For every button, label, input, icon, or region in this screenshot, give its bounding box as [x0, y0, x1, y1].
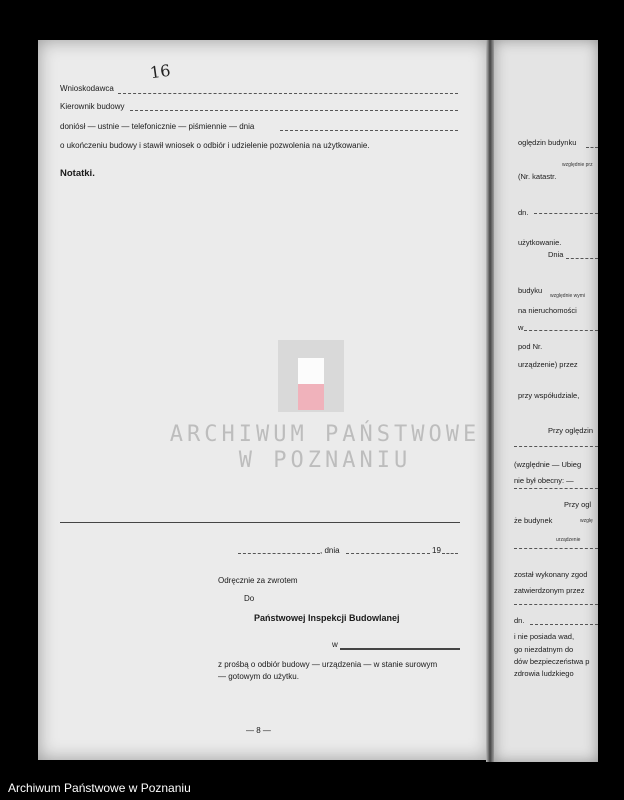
year-line: [442, 553, 458, 554]
watermark-line-2: W POZNANIU: [238, 448, 412, 473]
request-line-2: — gotowym do użytku.: [218, 672, 299, 681]
right-text-14: nie był obecny: —: [514, 476, 574, 485]
right-text-2: (Nr. katastr.: [518, 172, 557, 181]
right-text-21: i nie posiada wad,: [514, 632, 575, 641]
right-line-17: [514, 548, 598, 549]
right-line-20: [530, 624, 598, 625]
right-text-24: zdrowia ludzkiego: [514, 669, 574, 678]
right-text-18: został wykonany zgod: [514, 570, 588, 579]
right-text-6: budyku: [518, 286, 543, 295]
right-text-5: Dnia: [548, 250, 564, 259]
in-label: w: [332, 640, 338, 649]
right-text-16: że budynek: [514, 516, 553, 525]
place-line: [238, 553, 320, 554]
site-manager-line: [130, 110, 458, 111]
date-label: , dnia: [320, 546, 340, 555]
address-line: [340, 648, 460, 650]
right-small-6: względnie wymi: [550, 293, 586, 299]
applicant-line: [118, 93, 458, 94]
right-text-8: w: [518, 323, 524, 332]
to-label: Do: [244, 594, 255, 603]
right-line-1: [586, 147, 598, 148]
right-line-3: [534, 213, 598, 214]
separator-line: [60, 522, 460, 523]
page-fold: [486, 40, 494, 762]
right-line-14: [514, 488, 598, 489]
applicant-label: Wnioskodawca: [60, 84, 114, 93]
right-small-1: względnie prz: [562, 162, 593, 168]
right-small-16: wzglę: [580, 518, 593, 524]
right-text-7: na nieruchomości: [518, 306, 577, 315]
right-text-20: dn.: [514, 616, 525, 625]
right-text-1: oględzin budynku: [518, 138, 577, 147]
date-line: [346, 553, 430, 554]
year-label: 19: [432, 546, 441, 555]
right-text-13: (względnie — Ubieg: [514, 460, 582, 469]
right-text-15: Przy ogl: [564, 500, 592, 509]
reported-label: doniósł — ustnie — telefonicznie — piśmiennie — dnia: [60, 122, 255, 131]
footer-archive-label: Archiwum Państwowe w Poznaniu: [0, 776, 206, 800]
right-text-9: pod Nr.: [518, 342, 543, 351]
right-text-3: dn.: [518, 208, 529, 217]
right-line-19: [514, 604, 598, 605]
notes-heading: Notatki.: [60, 168, 95, 179]
right-small-17: urządzenie: [556, 537, 581, 543]
completion-statement: o ukończeniu budowy i stawił wniosek o odbiór i udzielenie pozwolenia na użytkowanie.: [60, 141, 370, 150]
right-text-4: użytkowanie.: [518, 238, 562, 247]
right-text-12: Przy oględzin: [548, 426, 594, 435]
right-text-11: przy współudziale,: [518, 391, 580, 400]
handwritten-number: 16: [148, 60, 172, 83]
right-line-8: [524, 330, 598, 331]
watermark-line-1: ARCHIWUM PAŃSTWOWE: [169, 422, 481, 447]
inspection-name: Państwowej Inspekcji Budowlanej: [254, 613, 400, 623]
right-text-19: zatwierdzonym przez: [514, 586, 585, 595]
right-text-23: dów bezpieczeństwa p: [514, 657, 590, 666]
request-line-1: z prośbą o odbiór budowy — urządzenia — w stanie surowym: [218, 660, 438, 669]
site-manager-label: Kierownik budowy: [60, 102, 125, 111]
right-text-22: go niezdatnym do: [514, 645, 574, 654]
reported-line: [280, 130, 458, 131]
page-number: — 8 —: [246, 726, 271, 735]
return-note: Odręcznie za zwrotem: [218, 576, 298, 585]
right-line-5: [566, 258, 598, 259]
right-text-10: urządzenie) przez: [518, 360, 578, 369]
archive-logo-watermark: [278, 340, 344, 412]
